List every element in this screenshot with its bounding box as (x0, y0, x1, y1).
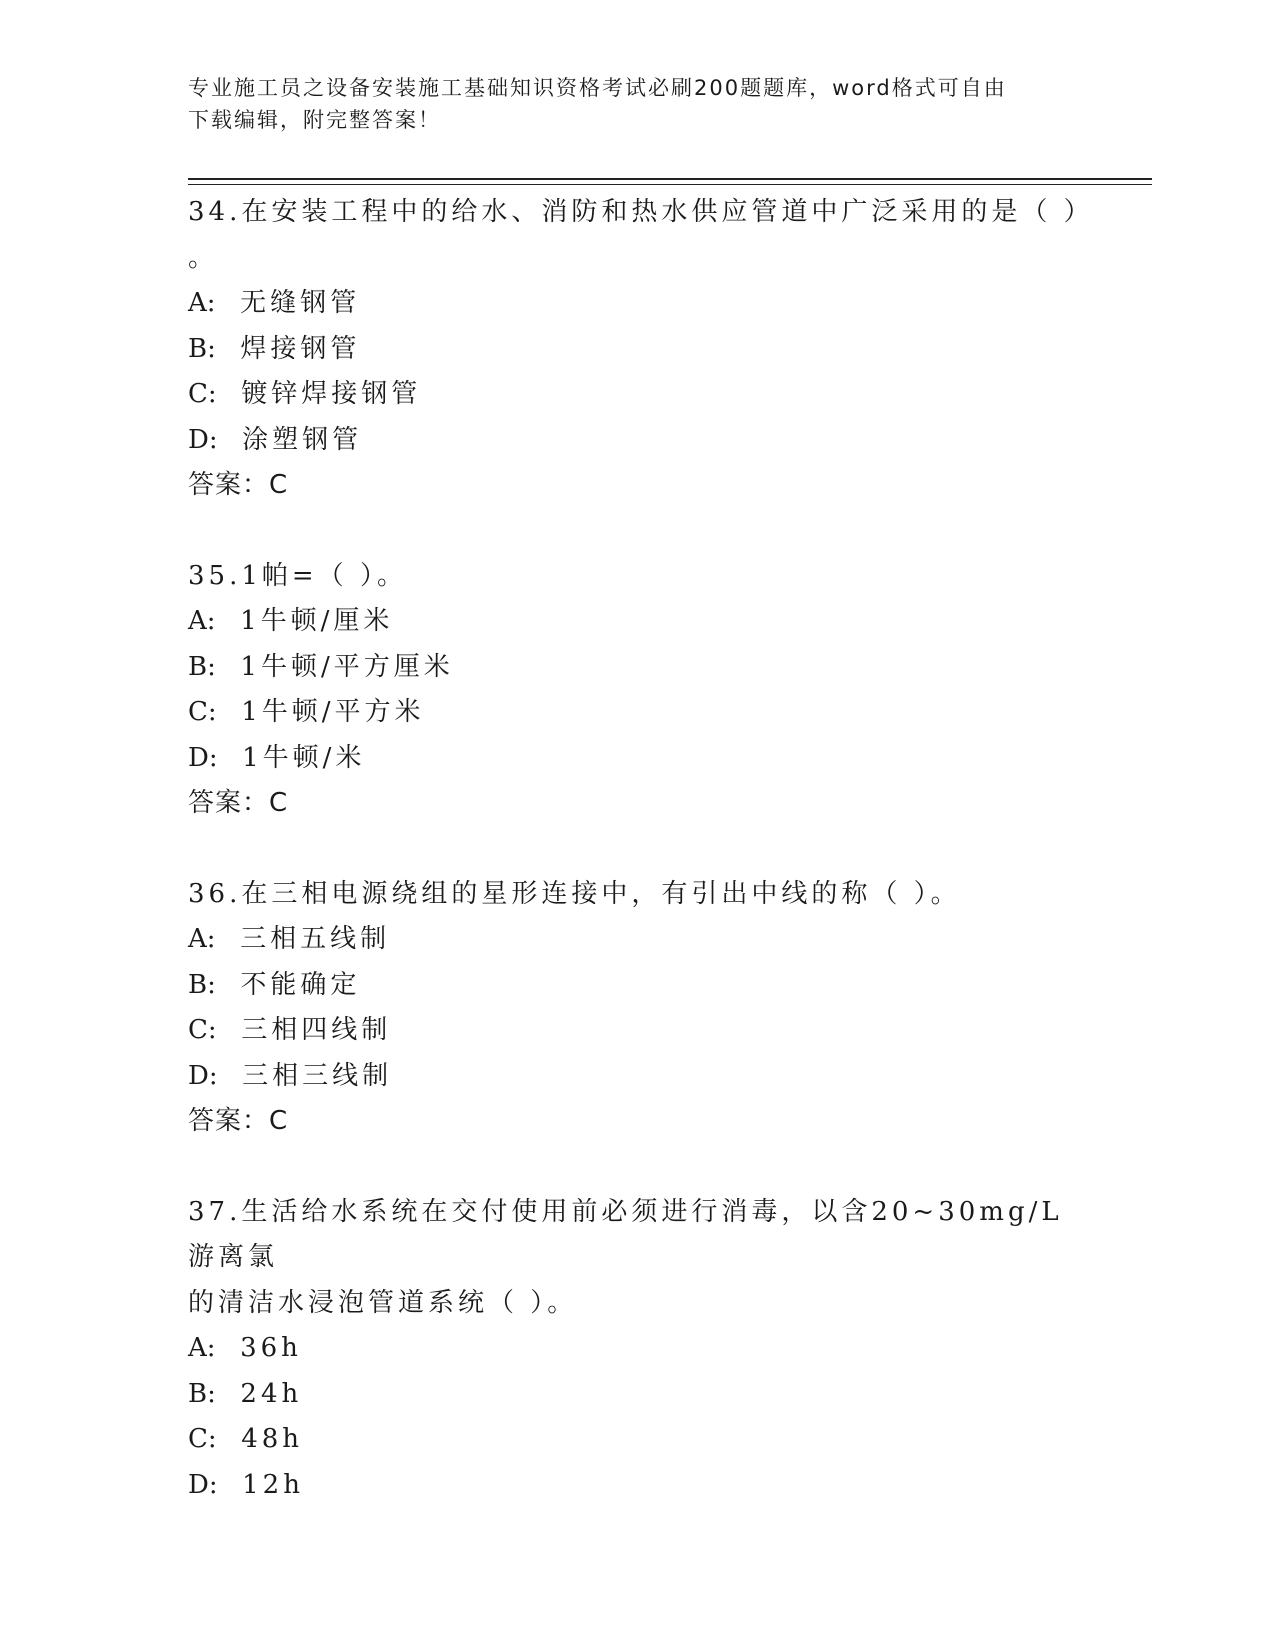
option-row (188, 963, 1088, 1009)
option-row (188, 645, 1088, 691)
option-key: A: (188, 288, 216, 318)
option-text: 三相五线制 (240, 924, 391, 954)
header-line-2: 下载编辑，附完整答案！ (188, 108, 441, 132)
option-text: 涂塑钢管 (242, 424, 363, 455)
option-text: 镀锌焊接钢管 (241, 379, 422, 409)
option-key: C: (188, 1424, 217, 1454)
question-stem-line: 36.在三相电源绕组的星形连接中，有引出中线的称（ ）。 (188, 878, 961, 909)
option-key: B: (188, 1378, 216, 1409)
option-text: 24h (240, 1378, 303, 1409)
option-row (188, 1054, 1088, 1100)
option-row (188, 372, 1088, 418)
option-key: C: (188, 697, 217, 727)
answer-line: 答案：C (188, 788, 289, 818)
option-row (188, 418, 1088, 464)
question-stem-line: 37.生活给水系统在交付使用前必须进行消毒，以含20~30mg/L游离氯 (188, 1196, 1063, 1272)
option-text: 三相三线制 (242, 1060, 393, 1091)
option-key: A: (188, 1333, 216, 1363)
question-block (188, 190, 1094, 509)
option-text: 1牛顿/平方厘米 (240, 651, 454, 682)
header-divider-thick (188, 178, 1152, 180)
option-text: 不能确定 (240, 969, 361, 1000)
option-row (188, 1008, 1088, 1054)
header-divider-thin (188, 184, 1152, 185)
question-stem-line: 34.在安装工程中的给水、消防和热水供应管道中广泛采用的是（ ） (188, 197, 1094, 227)
option-text: 无缝钢管 (240, 288, 361, 318)
option-row (188, 1326, 1088, 1372)
option-text: 48h (241, 1424, 304, 1454)
option-text: 三相四线制 (241, 1015, 392, 1045)
option-row (188, 1463, 1088, 1509)
option-text: 1牛顿/平方米 (241, 697, 425, 727)
option-row (188, 1417, 1088, 1463)
option-key: B: (188, 333, 216, 364)
question-block (188, 554, 1088, 827)
question-stem-line: 的清洁水浸泡管道系统（ ）。 (188, 1287, 578, 1318)
answer-line: 答案：C (188, 1106, 289, 1136)
option-row (188, 1372, 1088, 1418)
option-row (188, 736, 1088, 782)
document-header (188, 72, 1068, 136)
option-text: 焊接钢管 (240, 333, 361, 364)
option-text: 1牛顿/米 (242, 742, 366, 773)
question-block (188, 1190, 1088, 1509)
answer-line: 答案：C (188, 470, 289, 500)
option-key: A: (188, 924, 216, 954)
option-key: D: (188, 742, 218, 773)
option-text: 36h (240, 1333, 302, 1363)
question-stem-line: 35.1帕=（ ）。 (188, 560, 407, 591)
option-row (188, 281, 1088, 327)
option-key: C: (188, 379, 217, 409)
option-key: B: (188, 969, 216, 1000)
option-key: D: (188, 1469, 218, 1500)
option-text: 1牛顿/厘米 (240, 606, 394, 636)
option-key: D: (188, 424, 218, 455)
header-line-1: 专业施工员之设备安装施工基础知识资格考试必刷200题题库，word格式可自由 (188, 76, 1007, 100)
option-row (188, 690, 1088, 736)
option-key: C: (188, 1015, 217, 1045)
option-key: A: (188, 606, 216, 636)
option-key: D: (188, 1060, 218, 1091)
option-text: 12h (242, 1469, 304, 1500)
option-row (188, 599, 1088, 645)
option-row (188, 327, 1088, 373)
question-list (188, 190, 1094, 1508)
question-block (188, 872, 1088, 1145)
question-stem-line: 。 (188, 242, 219, 273)
option-key: B: (188, 651, 216, 682)
option-row (188, 917, 1088, 963)
